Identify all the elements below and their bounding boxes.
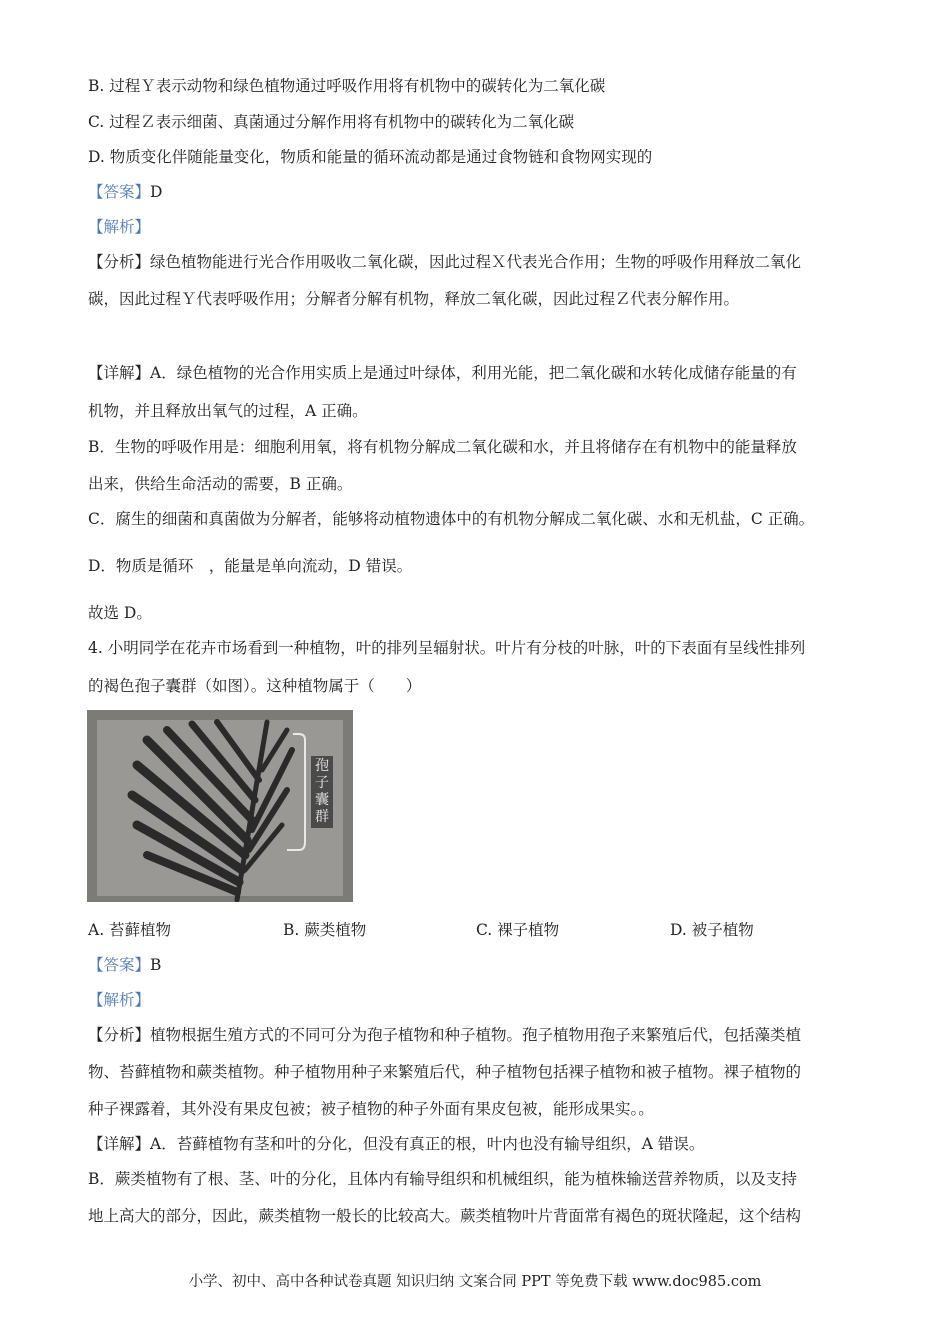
option-a: A. 苔藓植物 [88,921,172,939]
q3-c-line: C．腐生的细菌和真菌做为分解者，能够将动植物遗体中的有机物分解成二氧化碳、水和无机盐，C 正确。 [88,510,815,528]
q4-analysis-tag: 【解析】 [88,991,151,1009]
line-d-option: D. 物质变化伴随能量变化，物质和能量的循环流动都是通过食物链和食物网实现的 [88,148,653,166]
q3-xiangjie-line-1: 【详解】A．绿色植物的光合作用实质上是通过叶绿体，利用光能，把二氧化碳和水转化成储存能量的有 [88,364,797,382]
answer-tag: 【答案】 [88,956,151,974]
q3-xiangjie-line-2: 机物，并且释放出氧气的过程，A 正确。 [88,402,368,420]
q4-xiangjie-line-1: 【详解】A．苔藓植物有茎和叶的分化，但没有真正的根，叶内也没有输导组织，A 错误。 [88,1135,705,1153]
option-d: D. 被子植物 [670,921,754,939]
q4-answer [88,955,161,975]
q4-b-line-2: 地上高大的部分，因此，蕨类植物一般长的比较高大。蕨类植物叶片背面常有褐色的斑状隆起，这个结构 [88,1207,802,1225]
q3-b-line-2: 出来，供给生命活动的需要，B 正确。 [88,475,353,493]
q4-fenxi-line-1: 【分析】植物根据生殖方式的不同可分为孢子植物和种子植物。孢子植物用孢子来繁殖后代，包括藻类植 [88,1026,802,1044]
q4-b-line-1: B．蕨类植物有了根、茎、叶的分化，且体内有输导组织和机械组织，能为植株输送营养物质，以及支持 [88,1170,797,1188]
q4-fenxi-line-3: 种子裸露着，其外没有果皮包被；被子植物的种子外面有果皮包被，能形成果实。。 [88,1100,654,1118]
option-b: B. 蕨类植物 [283,921,367,939]
q3-answer [88,182,162,202]
q3-analysis-tag: 【解析】 [88,218,151,236]
q4-stem-line-2: 的褐色孢子囊群（如图）。这种植物属于（ ） [88,677,422,695]
answer-value: D [150,183,163,201]
q3-fenxi-line-2: 碳，因此过程Ｙ代表呼吸作用；分解者分解有机物，释放二氧化碳，因此过程Ｚ代表分解作用。 [88,290,740,308]
fern-leaf-figure [87,710,353,902]
q4-fenxi-line-2: 物、苔藓植物和蕨类植物。种子植物用种子来繁殖后代，种子植物包括裸子植物和被子植物。裸子植物的 [88,1063,802,1081]
option-c: C. 裸子植物 [476,921,560,939]
q3-fenxi-line-1: 【分析】绿色植物能进行光合作用吸收二氧化碳，因此过程Ｘ代表光合作用；生物的呼吸作用释放二氧化 [88,253,802,271]
page-footer: 小学、初中、高中各种试卷真题 知识归纳 文案合同 PPT 等免费下载 www.doc985.com [188,1274,762,1290]
sporangia-label: 孢子囊群 [311,756,333,828]
q3-d-line: D．物质是循环 ，能量是单向流动，D 错误。 [88,557,413,575]
q3-choose-line: 故选 D。 [88,604,152,622]
answer-value: B [150,956,162,974]
q4-stem-line-1: 4. 小明同学在花卉市场看到一种植物，叶的排列呈辐射状。叶片有分枝的叶脉，叶的下表面有呈线性排列 [88,639,806,657]
line-c-option: C. 过程Ｚ表示细菌、真菌通过分解作用将有机物中的碳转化为二氧化碳 [88,113,575,131]
answer-tag: 【答案】 [88,183,151,201]
q3-b-line-1: B．生物的呼吸作用是：细胞利用氧，将有机物分解成二氧化碳和水，并且将储存在有机物中的能量释放 [88,438,797,456]
line-b-option: B. 过程Ｙ表示动物和绿色植物通过呼吸作用将有机物中的碳转化为二氧化碳 [88,77,606,95]
